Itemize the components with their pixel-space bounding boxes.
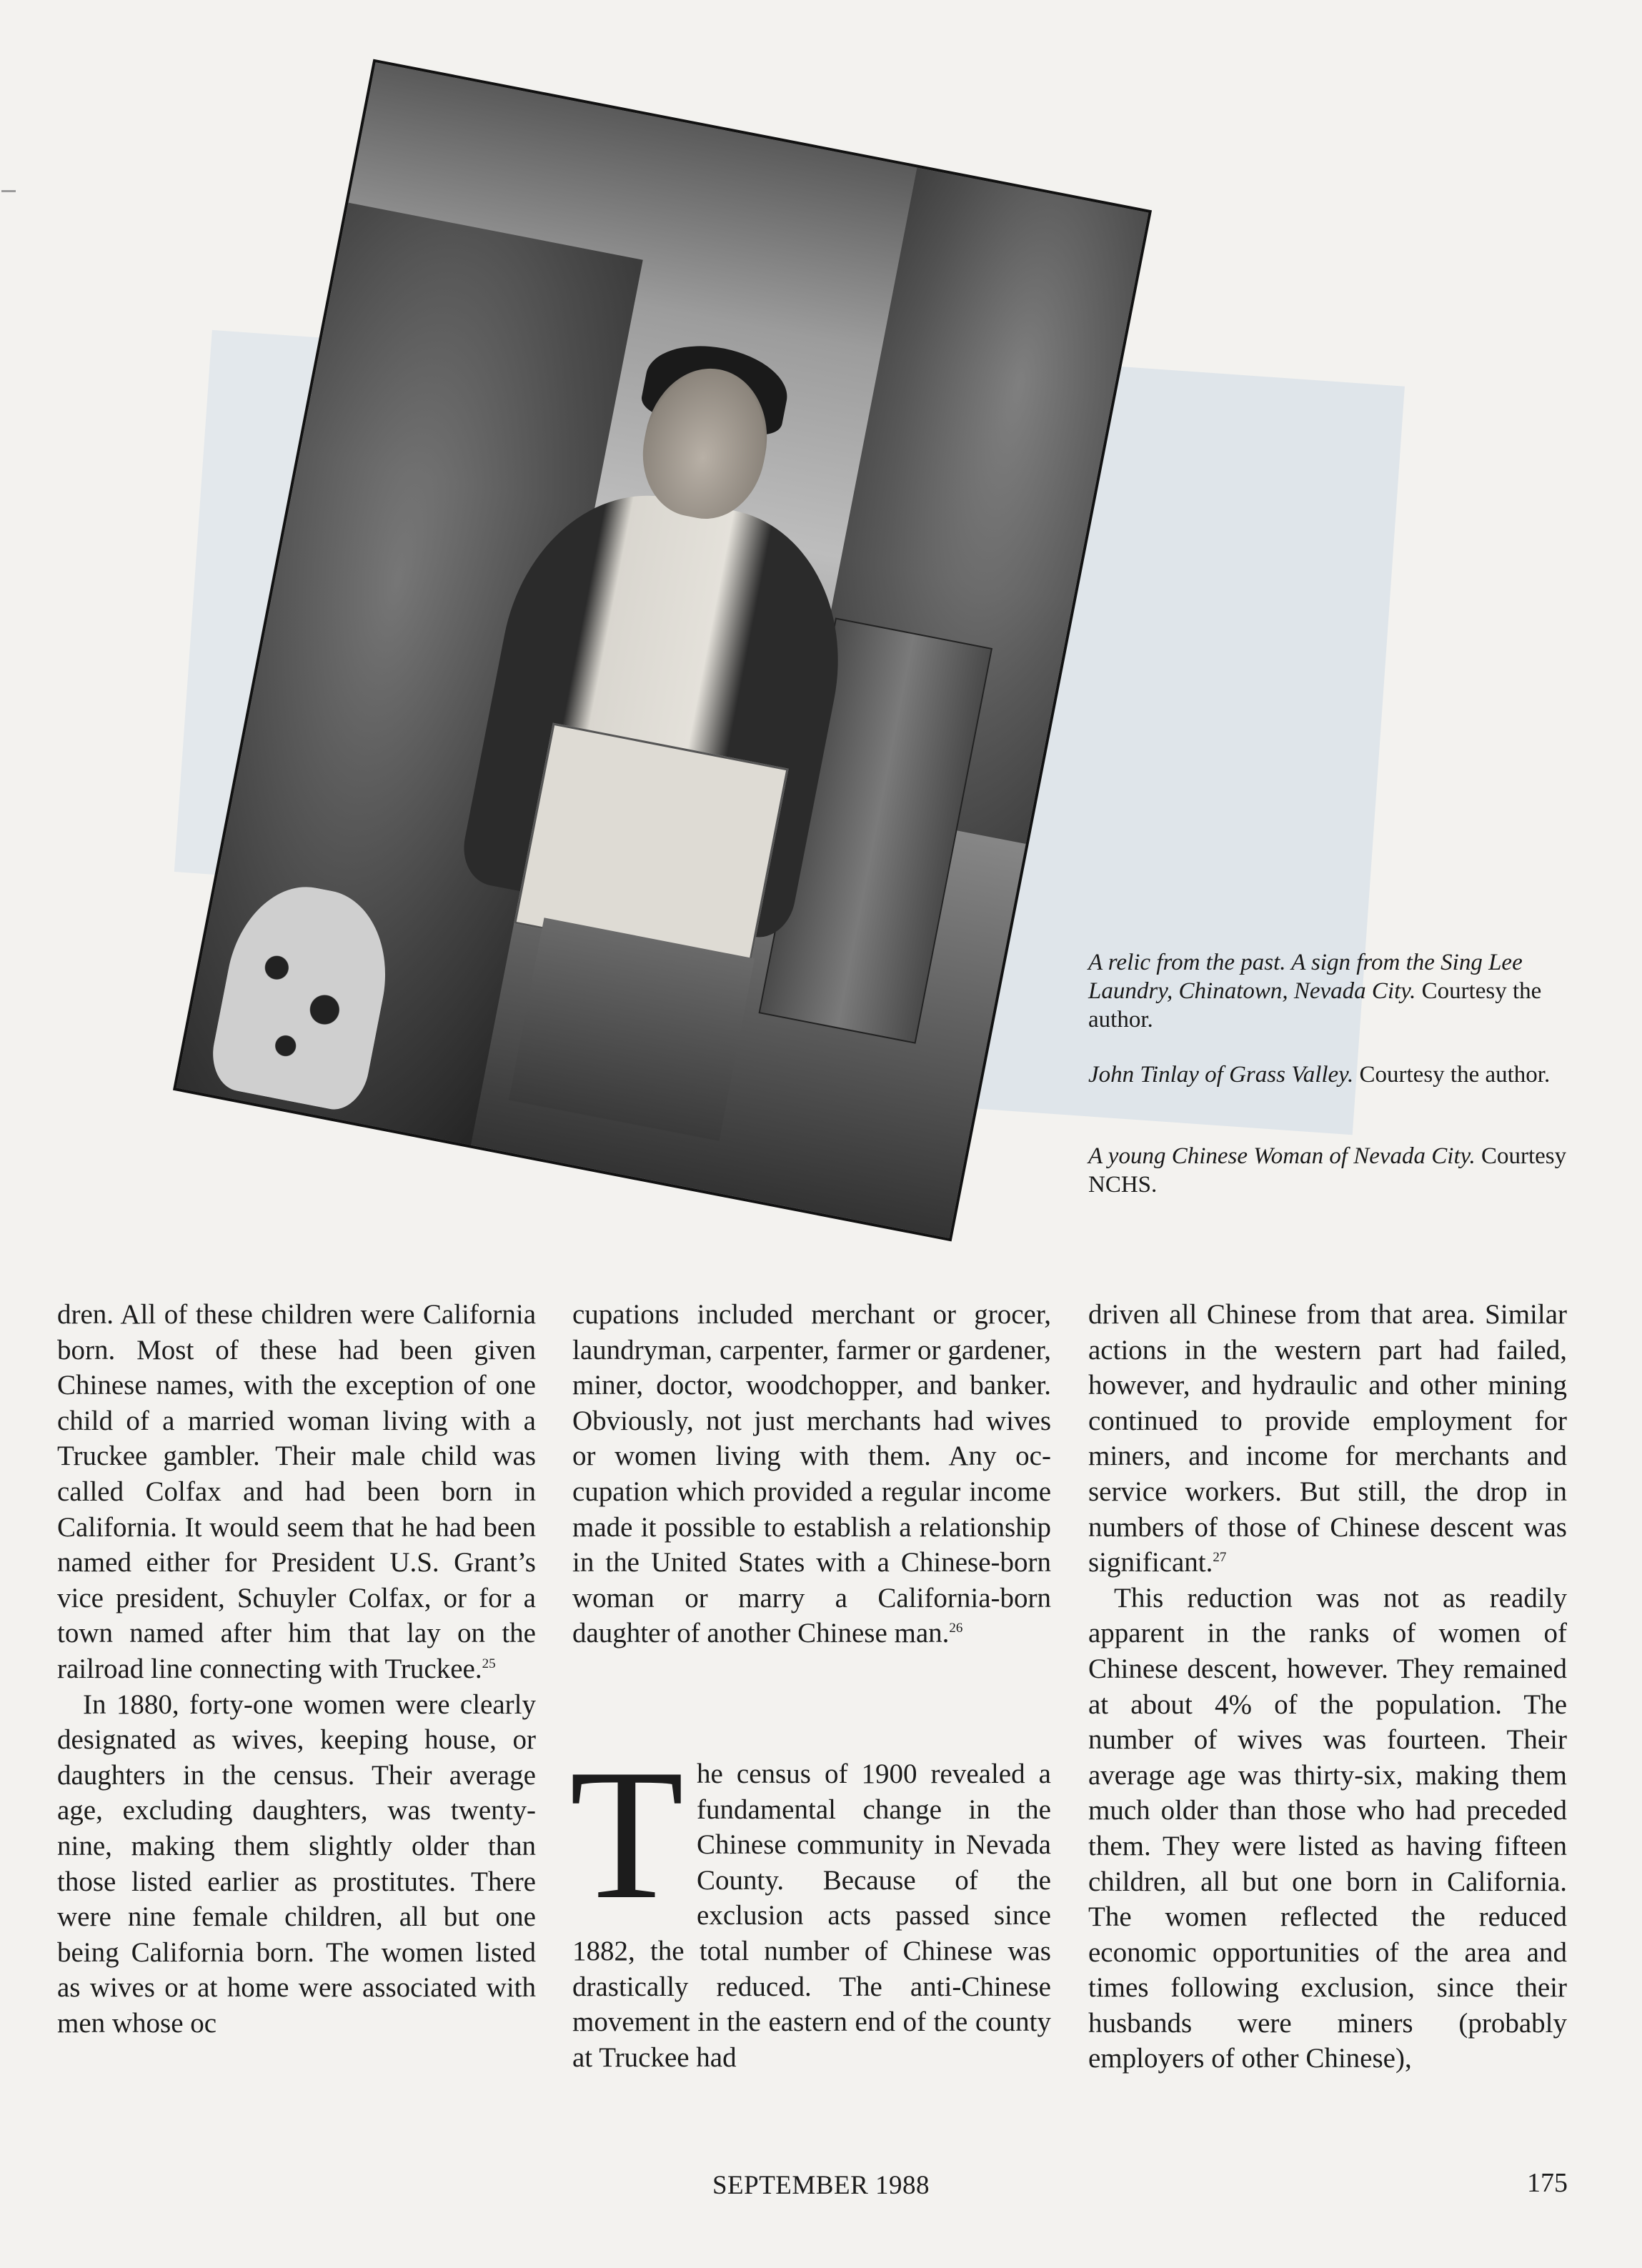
paragraph xyxy=(1088,1297,1567,1581)
footnote-ref: 26 xyxy=(949,1621,963,1636)
caption-sign-title: A relic from the past. A sign from the Sing Lee Laundry, Chinatown, Nevada City. xyxy=(1088,950,1523,1004)
margin-mark xyxy=(1,190,16,192)
footer-issue-date: SEPTEMBER 1988 xyxy=(712,2171,930,2200)
caption-john-tinlay xyxy=(1088,1060,1588,1089)
paragraph-text: dren. All of these children were California born. Most of these had been given Chinese names, with the exception of one child of a married woman living with a Truckee gambler. Their male child was called Colfax and had been born in California. It would seem that he had been named either for President U.S. Grant’s vice president, Schuyler Colfax, or for a town named after him that lay on the railroad line connecting with Truckee. xyxy=(57,1299,536,1684)
paragraph xyxy=(572,1297,1051,1651)
photo-woman-trousers xyxy=(509,917,755,1140)
caption-john-tinlay-credit: Courtesy the author. xyxy=(1359,1062,1551,1088)
drop-cap: T xyxy=(569,1730,685,1938)
caption-young-woman-credit: Courtesy NCHS. xyxy=(1088,1143,1567,1198)
text-column-1 xyxy=(57,1297,536,2041)
caption-sign-credit: Courtesy the author. xyxy=(1088,978,1542,1033)
paragraph-text: he census of 1900 revealed a fundamental change in the Chinese community in Nevada County. Because of the exclusion acts passed since 1882, the total number of Chinese was drastically reduced. The anti-Chinese movement in the eastern end of the county at Truckee had xyxy=(572,1758,1051,2073)
paragraph-text: driven all Chinese from that area. Similar actions in the western part had failed, however, and hydraulic and other mining continued to provide employment for miners, and income for merchants and service workers. But still, the drop in numbers of those of Chinese descent was significant. xyxy=(1088,1299,1567,1578)
paragraph xyxy=(57,1297,536,1687)
paragraph-text: cupations included merchant or grocer, laundryman, carpenter, farmer or gardener, miner, doctor, woodchopper, and banker. Obviously, not just merchants had wives or women living with them. Any occupation which provided a regular income made it possible to establish a relationship in the United States with a Chinese-born woman or marry a California-born daughter of another Chinese man. xyxy=(572,1299,1051,1649)
footnote-ref: 25 xyxy=(482,1656,496,1671)
footnote-ref: 27 xyxy=(1213,1550,1227,1566)
paragraph: This reduction was not as readily apparent in the ranks of women of Chinese descent, however. They remained at about 4% of the population. The number of wives was fourteen. Their average age was thirty-six, making them much older than those who had preceded them. They were listed as having fifteen children, all but one born in California. The women reflected the reduced economic opportunities of the area and times following exclusion, since their husbands were miners (probably employers of other Chinese), xyxy=(1088,1582,1567,2074)
text-column-3 xyxy=(1088,1297,1567,2076)
paragraph: In 1880, forty-one women were clearly designated as wives, keeping house, or daughters in the census. Their average age, excluding daughters, was twenty-nine, making them slightly older than those listed earlier as prostitutes. There were nine female children, all but one being California born. The women listed as wives or at home were associated with men whose oc xyxy=(57,1688,536,2039)
text-column-2 xyxy=(569,1297,1051,2075)
section-paragraph xyxy=(569,1730,1051,2075)
page-number: 175 xyxy=(1527,2168,1568,2198)
caption-young-woman-title: A young Chinese Woman of Nevada City. xyxy=(1088,1143,1476,1169)
caption-young-woman xyxy=(1088,1142,1588,1199)
caption-john-tinlay-title: John Tinlay of Grass Valley. xyxy=(1088,1062,1354,1088)
caption-sign xyxy=(1088,948,1588,1034)
